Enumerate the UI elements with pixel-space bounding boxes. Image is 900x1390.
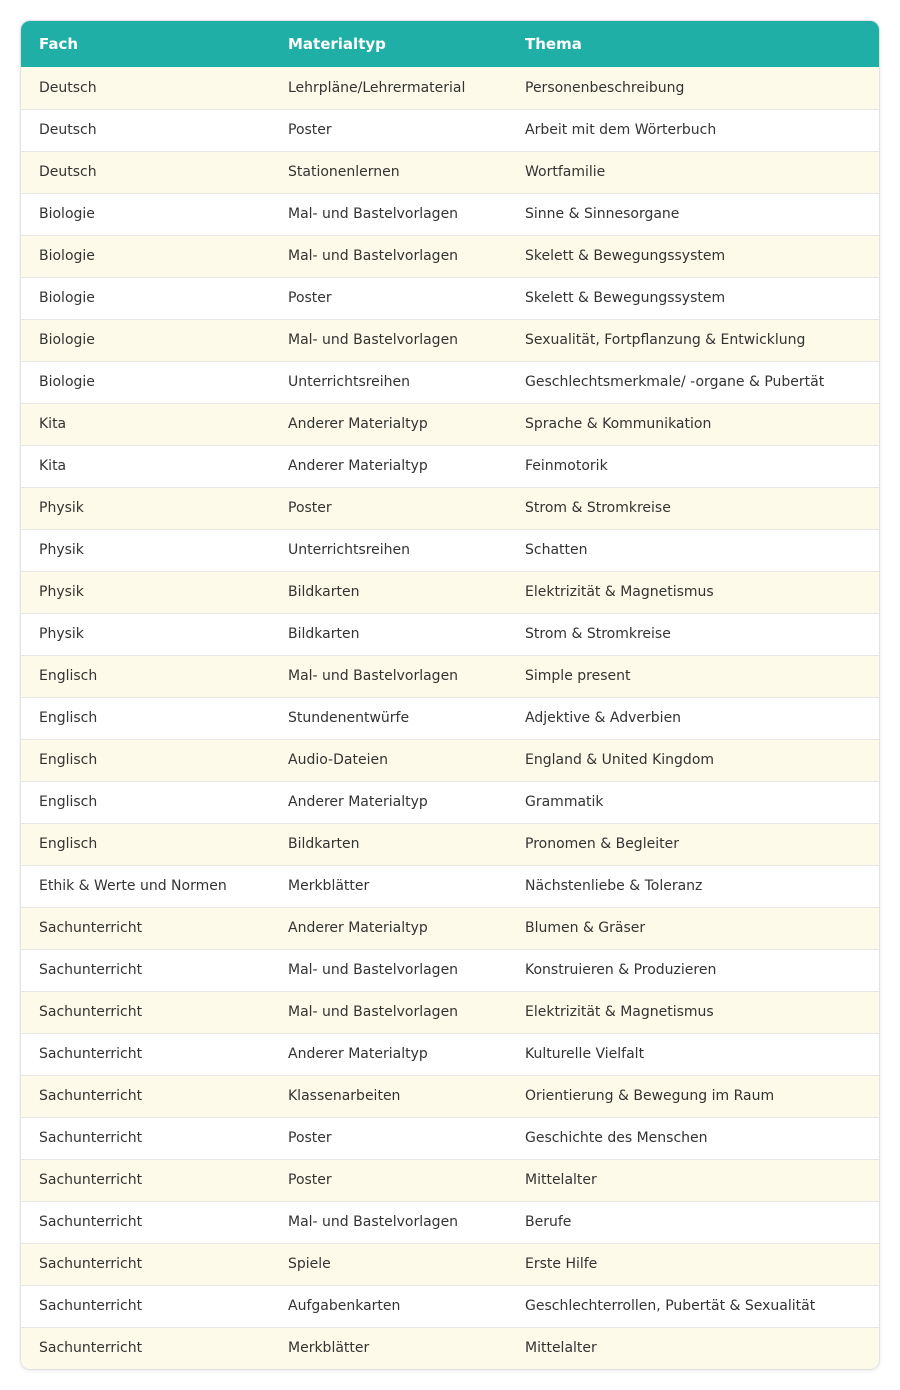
thema-cell: Strom & Stromkreise — [525, 500, 671, 516]
fach-cell: Deutsch — [39, 164, 97, 180]
table-row[interactable] — [21, 655, 879, 697]
materials-table-card — [20, 20, 880, 1370]
thema-cell: Mittelalter — [525, 1340, 597, 1357]
table-row[interactable] — [21, 1327, 879, 1369]
table-row[interactable] — [21, 1033, 879, 1075]
table-row[interactable] — [21, 781, 879, 823]
fach-cell: Deutsch — [39, 79, 97, 96]
materialtyp-cell: Mal- und Bastelvorlagen — [288, 248, 459, 264]
materialtyp-cell: Spiele — [288, 1256, 331, 1272]
table-row[interactable] — [21, 823, 879, 865]
fach-cell: Englisch — [39, 752, 98, 768]
fach-cell: Ethik & Werte und Normen — [39, 878, 227, 894]
thema-cell: Strom & Stromkreise — [525, 626, 671, 642]
materialtyp-cell: Poster — [288, 1172, 332, 1188]
fach-cell: Physik — [39, 584, 84, 600]
thema-cell: Grammatik — [525, 794, 604, 810]
fach-cell: Englisch — [39, 710, 98, 726]
materialtyp-cell: Anderer Materialtyp — [288, 458, 428, 474]
thema-cell: Sexualität, Fortpflanzung & Entwicklung — [525, 332, 806, 348]
table-row[interactable] — [21, 319, 879, 361]
table-row[interactable] — [21, 445, 879, 487]
table-row[interactable] — [21, 277, 879, 319]
materialtyp-cell: Mal- und Bastelvorlagen — [288, 206, 459, 222]
materialtyp-cell: Lehrpläne/Lehrermaterial — [288, 79, 466, 96]
materialtyp-cell: Mal- und Bastelvorlagen — [288, 332, 459, 348]
fach-cell: Sachunterricht — [39, 1256, 143, 1272]
table-row[interactable] — [21, 571, 879, 613]
fach-cell: Sachunterricht — [39, 1130, 143, 1146]
thema-cell: Adjektive & Adverbien — [525, 710, 682, 726]
fach-cell: Biologie — [39, 332, 95, 348]
table-row[interactable] — [21, 1075, 879, 1117]
fach-cell: Kita — [39, 416, 67, 432]
materialtyp-cell: Unterrichtsreihen — [288, 542, 411, 558]
fach-cell: Sachunterricht — [39, 1214, 143, 1230]
table-row[interactable] — [21, 907, 879, 949]
thema-cell: Wortfamilie — [525, 164, 606, 180]
thema-cell: Geschichte des Menschen — [525, 1130, 708, 1146]
materialtyp-cell: Mal- und Bastelvorlagen — [288, 1004, 459, 1020]
materialtyp-cell: Anderer Materialtyp — [288, 416, 428, 432]
table-row[interactable] — [21, 361, 879, 403]
column-header-fach[interactable]: Fach — [39, 35, 79, 53]
table-row[interactable] — [21, 1117, 879, 1159]
materialtyp-cell: Merkblätter — [288, 1340, 370, 1357]
thema-cell: Nächstenliebe & Toleranz — [525, 878, 703, 894]
column-header-thema[interactable]: Thema — [525, 35, 582, 53]
table-row[interactable] — [21, 1201, 879, 1243]
table-row[interactable] — [21, 865, 879, 907]
materialtyp-cell: Bildkarten — [288, 626, 360, 642]
table-row[interactable] — [21, 487, 879, 529]
thema-cell: Kulturelle Vielfalt — [525, 1046, 645, 1062]
table-row[interactable] — [21, 697, 879, 739]
fach-cell: Physik — [39, 626, 84, 642]
fach-cell: Sachunterricht — [39, 920, 143, 936]
thema-cell: Pronomen & Begleiter — [525, 836, 679, 852]
table-row[interactable] — [21, 949, 879, 991]
materialtyp-cell: Anderer Materialtyp — [288, 1046, 428, 1062]
materialtyp-cell: Aufgabenkarten — [288, 1298, 401, 1314]
fach-cell: Sachunterricht — [39, 1340, 143, 1357]
header-row — [21, 21, 879, 67]
materialtyp-cell: Merkblätter — [288, 878, 370, 894]
thema-cell: Skelett & Bewegungssystem — [525, 248, 726, 264]
thema-cell: Simple present — [525, 668, 631, 684]
fach-cell: Biologie — [39, 374, 95, 390]
materialtyp-cell: Bildkarten — [288, 836, 360, 852]
fach-cell: Sachunterricht — [39, 1298, 143, 1314]
fach-cell: Sachunterricht — [39, 1088, 143, 1104]
fach-cell: Englisch — [39, 794, 98, 810]
materialtyp-cell: Unterrichtsreihen — [288, 374, 411, 390]
table-row[interactable] — [21, 613, 879, 655]
thema-cell: Feinmotorik — [525, 458, 608, 474]
materialtyp-cell: Poster — [288, 290, 332, 306]
table-row[interactable] — [21, 1159, 879, 1201]
thema-cell: Arbeit mit dem Wörterbuch — [525, 122, 717, 138]
fach-cell: Sachunterricht — [39, 1046, 143, 1062]
fach-cell: Sachunterricht — [39, 1004, 143, 1020]
thema-cell: Schatten — [525, 542, 588, 558]
table-row[interactable] — [21, 193, 879, 235]
materials-table — [21, 21, 879, 1369]
materialtyp-cell: Poster — [288, 500, 332, 516]
table-row[interactable] — [21, 1243, 879, 1285]
materialtyp-cell: Poster — [288, 1130, 332, 1146]
table-row[interactable] — [21, 67, 879, 109]
materialtyp-cell: Mal- und Bastelvorlagen — [288, 1214, 459, 1230]
thema-cell: Elektrizität & Magnetismus — [525, 1004, 714, 1020]
table-row[interactable] — [21, 151, 879, 193]
thema-cell: England & United Kingdom — [525, 752, 715, 768]
thema-cell: Elektrizität & Magnetismus — [525, 584, 714, 600]
fach-cell: Physik — [39, 542, 84, 558]
thema-cell: Geschlechterrollen, Pubertät & Sexualität — [525, 1298, 816, 1314]
materialtyp-cell: Stationenlernen — [288, 164, 400, 180]
materialtyp-cell: Anderer Materialtyp — [288, 920, 428, 936]
fach-cell: Biologie — [39, 290, 95, 306]
thema-cell: Sprache & Kommunikation — [525, 416, 712, 432]
thema-cell: Skelett & Bewegungssystem — [525, 290, 726, 306]
table-header — [21, 21, 879, 67]
materialtyp-cell: Stundenentwürfe — [288, 710, 410, 726]
materialtyp-cell: Mal- und Bastelvorlagen — [288, 668, 459, 684]
table-row[interactable] — [21, 739, 879, 781]
fach-cell: Sachunterricht — [39, 1172, 143, 1188]
thema-cell: Mittelalter — [525, 1172, 597, 1188]
table-row[interactable] — [21, 109, 879, 151]
fach-cell: Biologie — [39, 248, 95, 264]
fach-cell: Kita — [39, 458, 67, 474]
table-body — [21, 67, 879, 1369]
column-header-materialtyp[interactable]: Materialtyp — [288, 35, 386, 53]
thema-cell: Sinne & Sinnesorgane — [525, 206, 680, 222]
fach-cell: Englisch — [39, 836, 98, 852]
thema-cell: Berufe — [525, 1214, 572, 1230]
thema-cell: Konstruieren & Produzieren — [525, 962, 717, 978]
table-row[interactable] — [21, 403, 879, 445]
fach-cell: Physik — [39, 500, 84, 516]
table-row[interactable] — [21, 1285, 879, 1327]
table-row[interactable] — [21, 529, 879, 571]
table-row[interactable] — [21, 235, 879, 277]
fach-cell: Biologie — [39, 206, 95, 222]
thema-cell: Erste Hilfe — [525, 1256, 598, 1272]
fach-cell: Sachunterricht — [39, 962, 143, 978]
thema-cell: Orientierung & Bewegung im Raum — [525, 1088, 775, 1104]
table-row[interactable] — [21, 991, 879, 1033]
materialtyp-cell: Mal- und Bastelvorlagen — [288, 962, 459, 978]
thema-cell: Personenbeschreibung — [525, 79, 685, 96]
materialtyp-cell: Poster — [288, 122, 332, 138]
fach-cell: Englisch — [39, 668, 98, 684]
fach-cell: Deutsch — [39, 122, 97, 138]
thema-cell: Blumen & Gräser — [525, 920, 646, 936]
materialtyp-cell: Bildkarten — [288, 584, 360, 600]
materialtyp-cell: Anderer Materialtyp — [288, 794, 428, 810]
materialtyp-cell: Klassenarbeiten — [288, 1088, 401, 1104]
thema-cell: Geschlechtsmerkmale/ -organe & Pubertät — [525, 374, 825, 390]
materialtyp-cell: Audio-Dateien — [288, 752, 388, 768]
